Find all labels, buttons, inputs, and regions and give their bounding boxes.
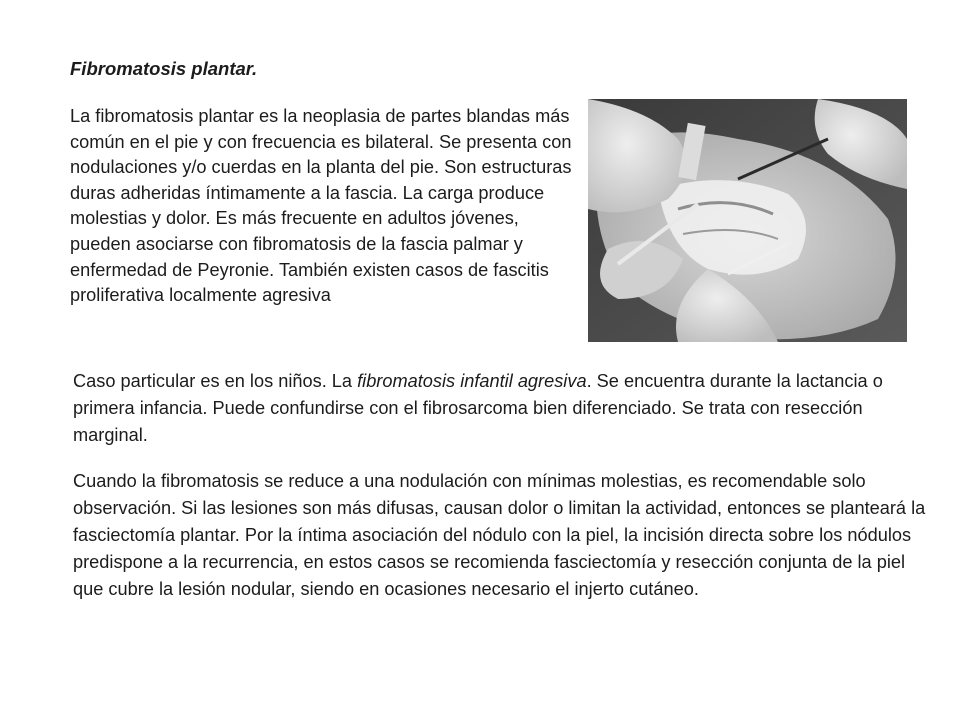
treatment-paragraph: Cuando la fibromatosis se reduce a una nodulación con mínimas molestias, es recomendable solo observación. Si las lesiones son más difusas, causan dolor o limitan la actividad, entonces se planteará la fasciectomía plantar. Por la íntima asociación del nódulo con la piel, la incisión directa sobre los nódulos predispone a la recurrencia, en estos casos se recomienda fasciectomía y resección conjunta de la piel que cubre la lesión nodular, siendo en ocasiones necesario el injerto cutáneo.: [73, 471, 926, 599]
infantile-fibromatosis-paragraph: [73, 368, 933, 449]
intro-paragraph: La fibromatosis plantar es la neoplasia de partes blandas más común en el pie y con frecuencia es bilateral. Se presenta con nodulaciones y/o cuerdas en la planta del pie. Son estructuras duras adheridas íntimamente a la fascia. La carga produce molestias y dolor. Es más frecuente en adultos jóvenes, pueden asociarse con fibromatosis de la fascia palmar y enfermedad de Peyronie. También existen casos de fascitis proliferativa localmente agresiva: [70, 106, 572, 306]
surgical-photo: [588, 99, 907, 342]
surgical-photo-graphic: [588, 99, 907, 342]
paragraph2-emphasis: fibromatosis infantil agresiva: [357, 371, 587, 391]
page-title: Fibromatosis plantar.: [70, 58, 258, 79]
paragraph2-text-start: Caso particular es en los niños. La: [73, 371, 358, 391]
paragraph2-text-end: . Se encuentra durante la lactancia o primera infancia. Puede confundirse con el fibrosarcoma bien diferenciado. Se trata con resección marginal.: [73, 371, 883, 445]
